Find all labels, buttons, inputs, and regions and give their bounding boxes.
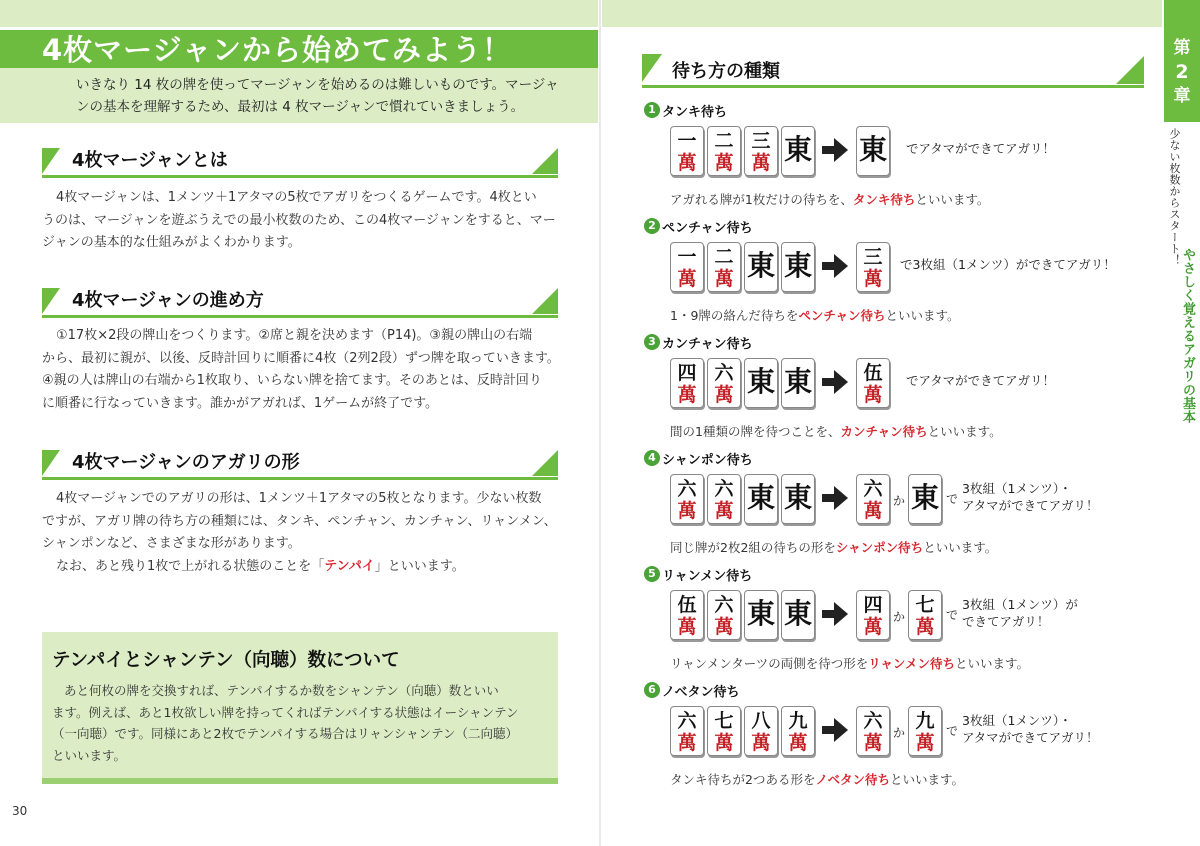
tile-suit: 萬 [677,732,697,754]
tile-suit: 萬 [863,616,883,638]
arrow-right-icon [822,138,848,162]
result-line: できてアガリ！ [962,614,1050,629]
heading-underline [42,477,558,480]
mahjong-tile [744,242,778,292]
body-line: （一向聴）です。同様にあと2枚でテンパイする場合はリャンシャンテン（二向聴） [52,726,519,741]
intro-text [76,74,576,118]
mahjong-tile [781,242,815,292]
section-title: 4枚マージャンとは [72,150,228,171]
tile-row [670,126,1140,178]
tile-rank: 六 [714,362,734,384]
mahjong-tile [856,474,890,524]
arrow-head [834,370,848,394]
tile-rank: 三 [863,246,883,268]
mahjong-tile [670,590,704,640]
mahjong-tile [670,358,704,408]
tile-suit: 萬 [677,152,697,174]
wait-name: カンチャン待ち [662,336,753,352]
tile-rank: 六 [714,594,734,616]
intro-line: ンの基本を理解するため、最初は 4 枚マージャンで慣れていきましょう。 [76,99,525,115]
wait-number-badge: 1 [644,102,660,118]
wait-term: リャンメン待ち [868,656,956,671]
arrow-head [834,254,848,278]
description-text: といいます。 [927,424,1002,439]
tile-suit: 萬 [714,616,734,638]
mahjong-tile [670,242,704,292]
mahjong-tile [707,590,741,640]
tile-rank: 七 [915,594,935,616]
description-text: といいます。 [955,656,1030,671]
section-heading [42,288,558,318]
result-text [900,256,1116,273]
mahjong-tile [856,706,890,756]
body-line: ます。例えば、あと1枚欲しい牌を持ってくればテンパイする状態はイーシャンテン [52,704,519,720]
section-body [42,187,560,255]
mahjong-tile [781,474,815,524]
body-line: 4枚マージャンでのアガリの形は、1メンツ＋1アタマの5枚となります。少ない枚数 [56,491,542,506]
mahjong-tile [707,358,741,408]
wait-label [644,332,753,352]
tile-rank: 六 [677,710,697,732]
box-bottom-bar [42,778,558,784]
tile-rank: 六 [677,478,697,500]
wait-label [644,216,753,236]
tile-rank: 東 [746,481,775,514]
section-heading [42,450,558,480]
intro-line: いきなり 14 枚の牌を使ってマージャンを始めるのは難しいものです。マージャ [76,77,559,93]
tile-row [670,706,1140,758]
mahjong-tile [856,590,890,640]
top-band-left [0,0,598,27]
tile-suit: 萬 [677,616,697,638]
tile-row [670,242,1140,294]
heading-triangle-right [532,450,558,476]
tile-rank: 伍 [863,362,883,384]
description-text: といいます。 [915,192,990,207]
mahjong-tile [744,358,778,408]
tile-suit: 萬 [714,732,734,754]
page-gutter [599,0,601,846]
right-section-heading [642,54,1144,88]
description-text: リャンメンターツの両側を待つ形を [670,656,869,671]
body-line: ジャンの基本的な仕組みがよくわかります。 [42,235,301,250]
tile-suit: 萬 [714,500,734,522]
or-text: か [893,726,906,740]
section-body [42,488,560,578]
mahjong-tile [908,590,942,640]
tile-rank: 東 [858,133,887,166]
wait-name: ノベタン待ち [662,684,740,700]
tile-suit: 萬 [714,384,734,406]
result-line: で3枚組（1メンツ）ができてアガリ！ [900,257,1116,272]
body-line: に順番に行なっていきます。誰かがアガれば、1ゲームが終了です。 [42,395,439,411]
body-line: 4枚マージャンは、1メンツ＋1アタマの5枚でアガリをつくるゲームです。4枚とい [56,190,537,205]
arrow-head [834,718,848,742]
result-line: 3枚組（1メンツ）が [962,597,1078,612]
chapter-title: やさしく覚えるアガリの基本 [1180,248,1195,424]
mahjong-tile [707,474,741,524]
tile-rank: 八 [751,710,771,732]
mahjong-tile [781,358,815,408]
description-text: といいます。 [923,540,998,555]
wait-label [644,100,727,120]
right-heading-title: 待ち方の種類 [672,61,780,82]
tile-rank: 東 [746,365,775,398]
tile-suit: 萬 [863,500,883,522]
tile-suit: 萬 [863,732,883,754]
chapter-label-line: 第 [1173,38,1191,58]
tile-rank: 七 [714,710,734,732]
mahjong-tile [908,706,942,756]
heading-triangle-left [42,450,60,476]
tile-row [670,358,1140,410]
arrow-right-icon [822,370,848,394]
wait-name: リャンメン待ち [662,568,753,584]
chapter-tab [1164,0,1200,846]
mahjong-tile [744,126,778,176]
mahjong-tile [707,706,741,756]
arrow-right-icon [822,486,848,510]
section-title: 4枚マージャンのアガリの形 [72,452,300,473]
heading-triangle-left [642,54,662,82]
heading-triangle-right [532,148,558,174]
mahjong-tile [670,474,704,524]
result-line: 3枚組（1メンツ）・ [962,713,1072,728]
result-line: 3枚組（1メンツ）・ [962,481,1072,496]
tile-rank: 二 [714,130,734,152]
chapter-label-line: 章 [1173,86,1191,106]
mahjong-tile [707,242,741,292]
heading-underline [42,315,558,318]
wait-name: ペンチャン待ち [662,220,753,236]
wait-number-badge: 2 [644,218,660,234]
wait-description [670,654,1029,672]
result-text [962,596,1078,630]
wait-description [670,422,1002,440]
mahjong-tile [744,590,778,640]
de-text: で [946,608,959,622]
mahjong-tile [744,706,778,756]
tile-rank: 東 [746,249,775,282]
mahjong-tile [670,126,704,176]
heading-triangle-left [42,288,60,314]
tile-suit: 萬 [788,732,808,754]
arrow-head [834,602,848,626]
body-line: シャンポンなど、さまざまな形があります。 [42,536,301,551]
chapter-label [1164,36,1200,108]
wait-term: タンキ待ち [852,192,916,207]
section-body [42,325,560,415]
body-line: ①17枚×2段の牌山をつくります。②席と親を決めます（P14)。③親の牌山の右端 [56,328,533,343]
description-text: といいます。 [885,308,960,323]
tile-suit: 萬 [677,500,697,522]
result-line: でアタマができてアガリ！ [906,141,1056,156]
tile-suit: 萬 [677,268,697,290]
arrow-head [834,486,848,510]
result-line: でアタマができてアガリ！ [906,373,1056,388]
heading-triangle-right [1116,56,1144,84]
chapter-subtitle: 少ない枚数からスタート！ [1168,128,1181,266]
wait-name: タンキ待ち [662,104,728,120]
tile-rank: 九 [788,710,808,732]
arrow-right-icon [822,602,848,626]
tile-rank: 東 [783,597,812,630]
wait-label [644,680,739,700]
wait-description [670,306,960,324]
body-line: ですが、アガリ牌の待ち方の種類には、タンキ、ペンチャン、カンチャン、リャンメン、 [42,513,557,529]
mahjong-tile [707,126,741,176]
mahjong-tile [856,358,890,408]
tile-rank: 東 [783,249,812,282]
tile-rank: 六 [863,478,883,500]
mahjong-tile [781,706,815,756]
de-text: で [946,492,959,506]
description-text: タンキ待ちが2つある形を [670,772,816,787]
result-text [906,140,1055,157]
wait-name: シャンポン待ち [662,452,753,468]
wait-description [670,770,964,788]
tile-rank: 一 [677,130,697,152]
mahjong-tile [744,474,778,524]
body-line: あと何枚の牌を交換すれば、テンパイするか数をシャンテン（向聴）数といい [64,683,499,698]
tile-rank: 四 [863,594,883,616]
page-title: 4枚マージャンから始めてみよう！ [42,33,513,67]
tile-row [670,590,1140,642]
wait-label [644,448,753,468]
or-text: か [893,494,906,508]
wait-description [670,538,997,556]
tile-rank: 六 [714,478,734,500]
tenpai-term: テンパイ [324,558,375,574]
tenpai-sentence-pre: なお、あと残り1枚で上がれる状態のことを「 [56,558,325,574]
body-line: うのは、マージャンを遊ぶうえでの最小枚数のため、この4枚マージャンをすると、マー [42,212,556,228]
de-text: で [946,724,959,738]
tenpai-title: テンパイとシャンテン（向聴）数について [52,650,400,671]
wait-number-badge: 3 [644,334,660,350]
tile-row [670,474,1140,526]
wait-term: カンチャン待ち [840,424,928,439]
wait-term: ノベタン待ち [815,772,890,787]
mahjong-tile [781,590,815,640]
result-text [962,480,1099,514]
or-text: か [893,610,906,624]
result-line: アタマができてアガリ！ [962,730,1099,745]
result-text [962,712,1099,746]
mahjong-tile [856,126,890,176]
tenpai-sentence-post: 」といいます。 [374,558,465,574]
tile-rank: 三 [751,130,771,152]
tile-rank: 一 [677,246,697,268]
result-line: アタマができてアガリ！ [962,498,1099,513]
wait-term: ペンチャン待ち [798,308,886,323]
heading-triangle-right [532,288,558,314]
wait-description [670,190,989,208]
tile-suit: 萬 [714,152,734,174]
body-line [42,556,560,579]
page-number-left: 30 [12,804,28,818]
mahjong-tile [908,474,942,524]
tile-rank: 伍 [677,594,697,616]
description-text: 1・9牌の絡んだ待ちを [670,308,799,323]
arrow-right-icon [822,254,848,278]
tile-suit: 萬 [915,616,935,638]
result-text [906,372,1055,389]
tenpai-body [52,680,548,766]
chapter-label-line: 2 [1175,61,1189,83]
body-line: ④親の人は牌山の右端から1枚取り、いらない牌を捨てます。そのあとは、反時計回り [42,373,542,388]
tile-suit: 萬 [863,384,883,406]
tile-rank: 東 [783,481,812,514]
heading-underline [42,175,558,178]
wait-label [644,564,752,584]
description-text: アガれる牌が1枚だけの待ちを、 [670,192,853,207]
tile-rank: 四 [677,362,697,384]
tile-suit: 萬 [863,268,883,290]
arrow-right-icon [822,718,848,742]
heading-triangle-left [42,148,60,174]
description-text: 同じ牌が2枚2組の待ちの形を [670,540,836,555]
tile-rank: 二 [714,246,734,268]
mahjong-tile [670,706,704,756]
wait-term: シャンポン待ち [835,540,924,555]
body-line: といいます。 [52,747,127,763]
description-text: 間の1種類の牌を待つことを、 [670,424,841,439]
tile-rank: 東 [783,365,812,398]
tile-rank: 六 [863,710,883,732]
mahjong-tile [856,242,890,292]
tile-rank: 九 [915,710,935,732]
body-line: から、最初に親が、以後、反時計回りに順番に4枚（2列2段）ずつ牌を取っていきます。 [42,350,560,366]
wait-number-badge: 5 [644,566,660,582]
wait-number-badge: 6 [644,682,660,698]
mahjong-tile [781,126,815,176]
tile-suit: 萬 [677,384,697,406]
tile-rank: 東 [783,133,812,166]
tile-suit: 萬 [751,152,771,174]
description-text: といいます。 [889,772,964,787]
top-band-right [602,0,1162,27]
section-title: 4枚マージャンの進め方 [72,290,264,311]
section-heading [42,148,558,178]
tile-suit: 萬 [915,732,935,754]
heading-underline [642,85,1144,88]
tile-suit: 萬 [714,268,734,290]
tile-suit: 萬 [751,732,771,754]
tile-rank: 東 [910,481,939,514]
tile-rank: 東 [746,597,775,630]
wait-number-badge: 4 [644,450,660,466]
arrow-head [834,138,848,162]
